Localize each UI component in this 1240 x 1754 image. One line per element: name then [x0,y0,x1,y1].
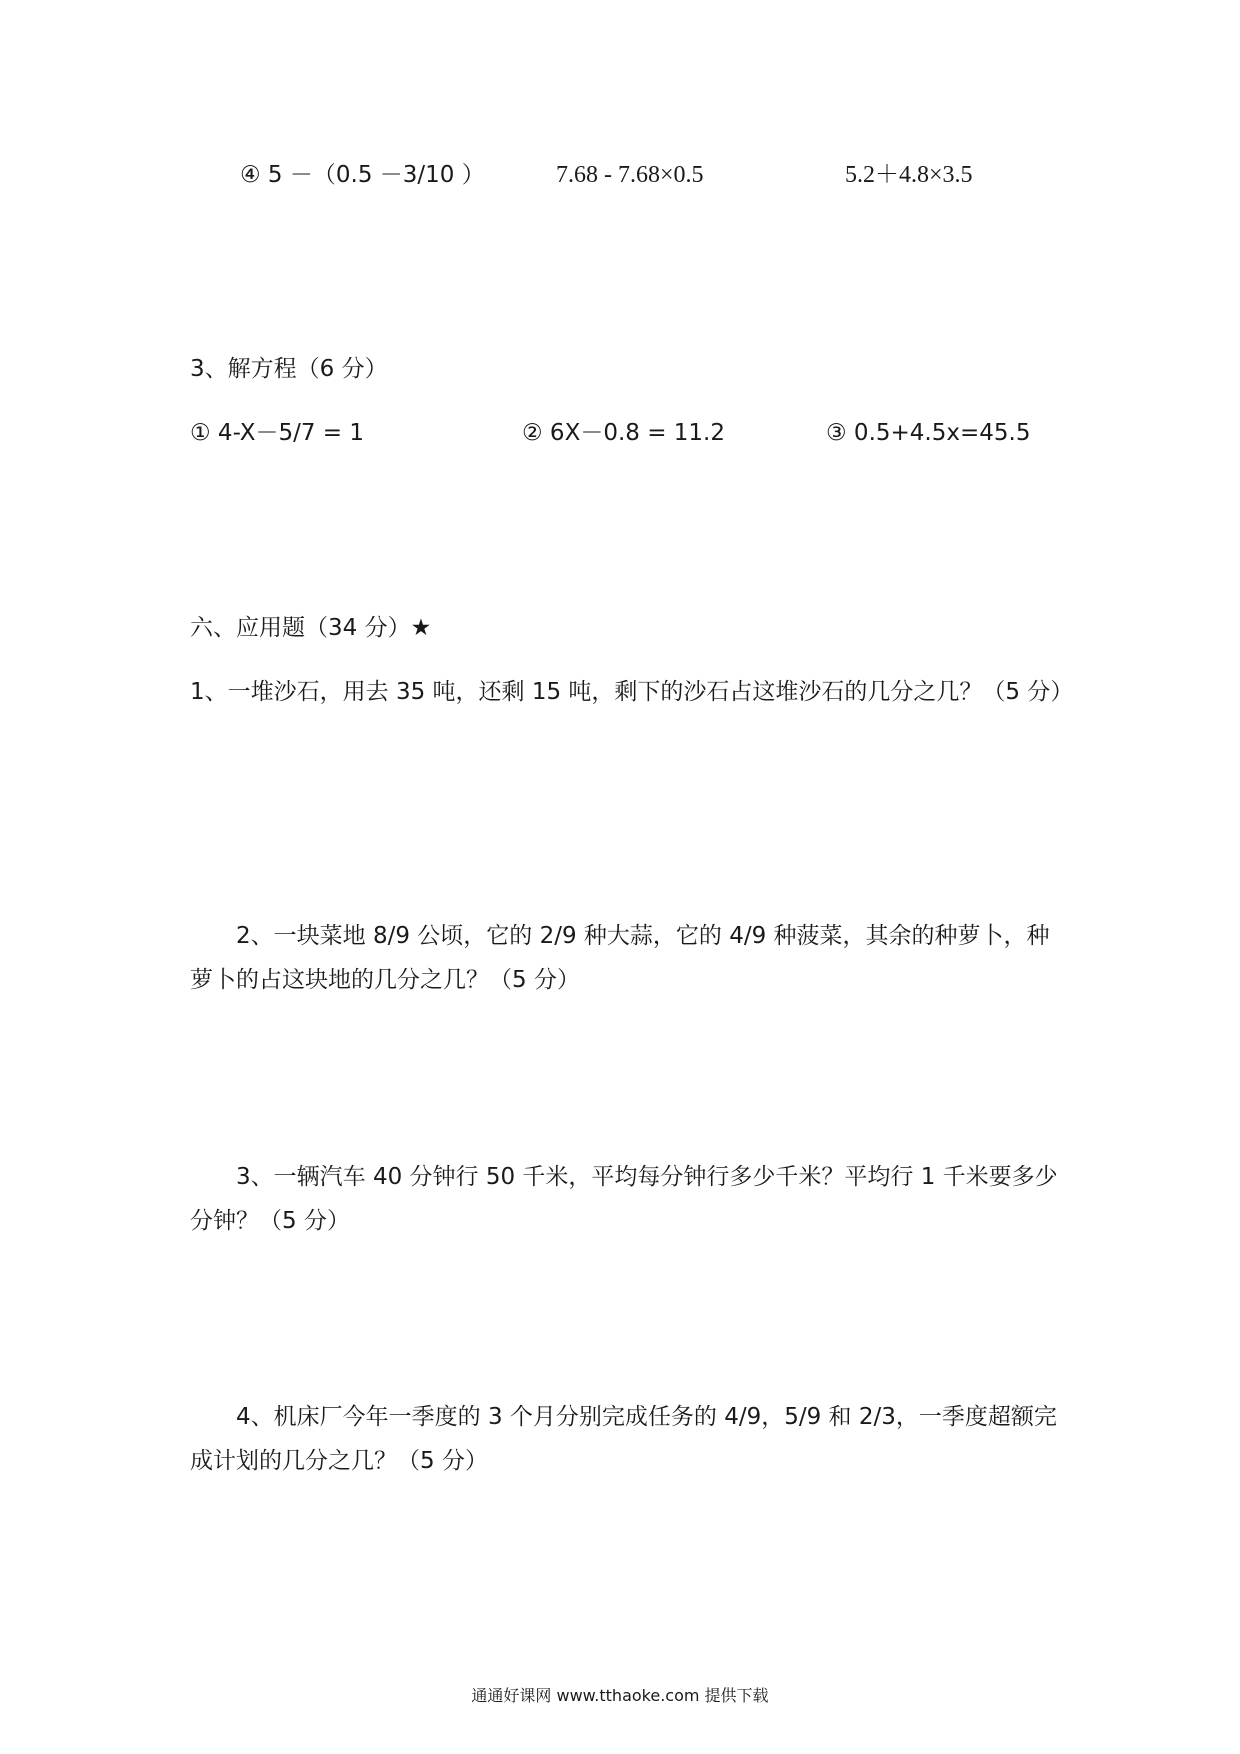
footer-credit: 通通好课网 www.tthaoke.com 提供下载 [471,1686,769,1705]
question-4 [190,1395,1062,1483]
equation-3: ③ 0.5+4.5x=45.5 [826,420,1031,446]
calc-row [0,160,1240,194]
calc-item-mult: 7.68 - 7.68×0.5 [556,162,704,188]
question-1 [190,670,1074,714]
question-2-text: 2、一块菜地 8/9 公顷，它的 2/9 种大蒜，它的 4/9 种菠菜，其余的种萝卜，种萝卜的占这块地的几分之几？（5 分） [190,923,1050,993]
section-6-heading: 六、应用题（34 分）★ [190,615,432,641]
equations-heading: 3、解方程（6 分） [190,356,388,382]
calc-item-add: 5.2＋4.8×3.5 [845,162,973,188]
question-3 [190,1155,1062,1243]
question-1-text: 1、一堆沙石，用去 35 吨，还剩 15 吨，剩下的沙石占这堆沙石的几分之几？（5 分） [190,679,1074,705]
equation-2: ② 6X－0.8 = 11.2 [522,420,726,446]
equations-row [0,418,1240,452]
calc-item-4: ④ 5 －（0.5 －3/10 ） [240,162,485,188]
question-2 [190,914,1062,1002]
question-4-text: 4、机床厂今年一季度的 3 个月分别完成任务的 4/9，5/9 和 2/3，一季度超额完成计划的几分之几？（5 分） [190,1404,1057,1474]
question-3-text: 3、一辆汽车 40 分钟行 50 千米，平均每分钟行多少千米？平均行 1 千米要多少分钟？（5 分） [190,1164,1058,1234]
equation-1: ① 4-X－5/7 = 1 [190,420,365,446]
